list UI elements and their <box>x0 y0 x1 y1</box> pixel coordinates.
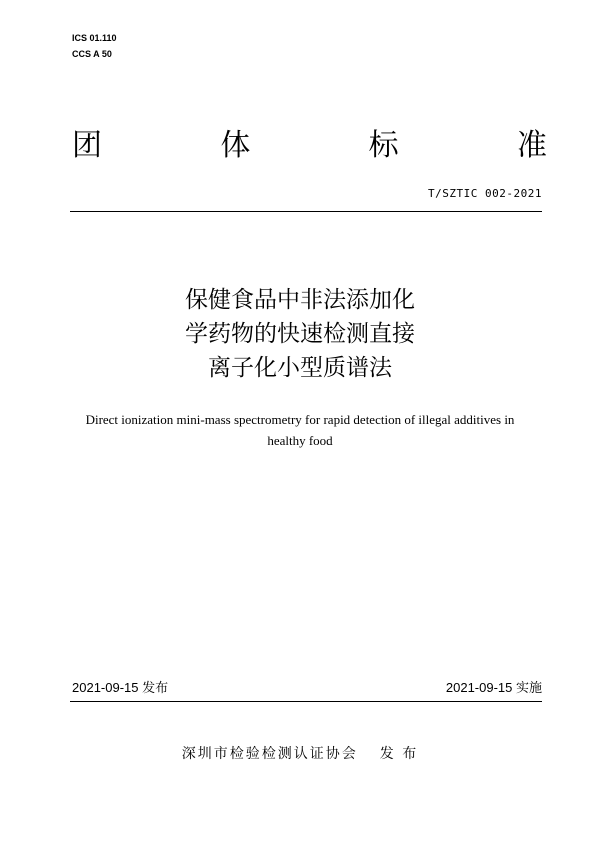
chinese-title-line: 学药物的快速检测直接 <box>185 321 415 347</box>
ics-code: ICS 01.110 <box>72 33 117 43</box>
implementation-date: 2021-09-15 实施 <box>445 680 542 695</box>
english-title-line: Direct ionization mini-mass spectrometry for rapid detection of illegal additives in <box>85 412 515 427</box>
standard-type-char: 体 <box>220 128 251 163</box>
standard-type-char: 团 <box>72 128 102 163</box>
standard-type-char: 标 <box>368 128 399 163</box>
chinese-title <box>0 283 600 385</box>
standard-number: T/SZTIC 002-2021 <box>428 187 542 200</box>
english-title <box>60 409 540 451</box>
top-divider <box>70 211 542 212</box>
standard-type-heading <box>72 128 547 164</box>
english-title-line: healthy food <box>267 433 333 448</box>
publisher-line <box>0 743 600 763</box>
publish-action: 发 布 <box>379 746 419 762</box>
classification-codes <box>72 30 117 62</box>
chinese-title-line: 保健食品中非法添加化 <box>185 287 415 313</box>
standard-type-char: 准 <box>516 128 547 163</box>
bottom-divider <box>70 701 542 702</box>
issue-date: 2021-09-15 发布 <box>72 680 169 695</box>
publisher-org: 深圳市检验检测认证协会 <box>181 746 358 762</box>
ccs-code: CCS A 50 <box>72 49 112 59</box>
chinese-title-line: 离子化小型质谱法 <box>208 355 392 381</box>
